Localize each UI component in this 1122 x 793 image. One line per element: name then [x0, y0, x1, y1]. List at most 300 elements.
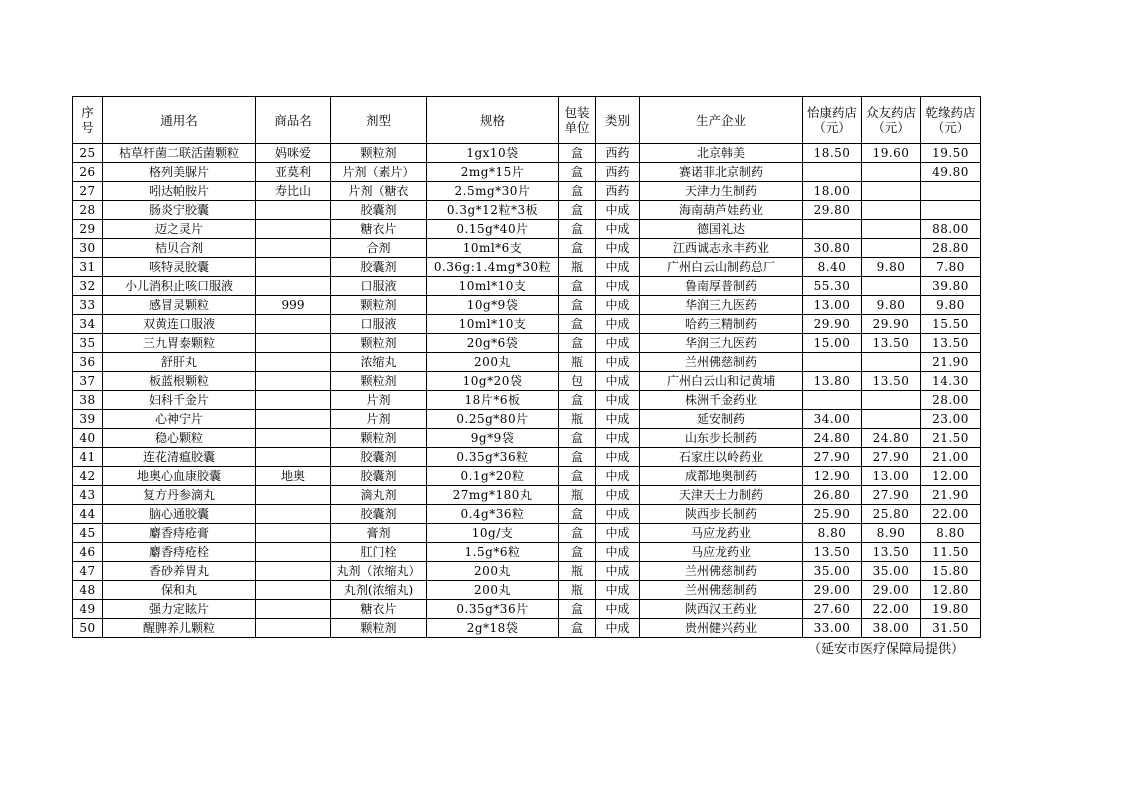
cell-manufacturer: 马应龙药业: [640, 543, 803, 562]
table-row: [73, 372, 981, 391]
cell-specification: 10g*9袋: [427, 296, 559, 315]
header-generic-name: 通用名: [103, 97, 256, 144]
cell-price-yikang: [803, 220, 862, 239]
header-price-zhongyou: 众友药店 （元）: [862, 97, 921, 144]
table-row: [73, 315, 981, 334]
cell-price-zhongyou: 29.90: [862, 315, 921, 334]
cell-specification: 9g*9袋: [427, 429, 559, 448]
cell-generic-name: 香砂养胃丸: [103, 562, 256, 581]
cell-generic-name: 迈之灵片: [103, 220, 256, 239]
cell-price-zhongyou: 27.90: [862, 486, 921, 505]
cell-price-qianyuan: 7.80: [921, 258, 981, 277]
cell-category: 中成: [596, 220, 640, 239]
cell-dosage-form: 胶囊剂: [331, 467, 427, 486]
cell-dosage-form: 浓缩丸: [331, 353, 427, 372]
cell-generic-name: 吲达帕胺片: [103, 182, 256, 201]
cell-brand-name: [256, 619, 331, 638]
cell-price-qianyuan: 21.90: [921, 353, 981, 372]
cell-package-unit: 瓶: [559, 353, 596, 372]
table-row: [73, 182, 981, 201]
cell-specification: 2mg*15片: [427, 163, 559, 182]
cell-category: 中成: [596, 334, 640, 353]
cell-generic-name: 麝香痔疮膏: [103, 524, 256, 543]
header-price-yikang: 怡康药店 （元）: [803, 97, 862, 144]
table-row: [73, 467, 981, 486]
cell-dosage-form: 颗粒剂: [331, 429, 427, 448]
cell-price-qianyuan: 9.80: [921, 296, 981, 315]
cell-dosage-form: 片剂（素片）: [331, 163, 427, 182]
cell-price-yikang: [803, 391, 862, 410]
cell-specification: 1.5g*6粒: [427, 543, 559, 562]
cell-dosage-form: 片剂（糖衣: [331, 182, 427, 201]
table-row: [73, 163, 981, 182]
cell-seq: 43: [73, 486, 103, 505]
cell-price-qianyuan: 39.80: [921, 277, 981, 296]
table-row: [73, 220, 981, 239]
cell-price-qianyuan: 11.50: [921, 543, 981, 562]
cell-manufacturer: 山东步长制药: [640, 429, 803, 448]
cell-dosage-form: 丸剂（浓缩丸）: [331, 562, 427, 581]
cell-brand-name: [256, 581, 331, 600]
cell-package-unit: 盒: [559, 467, 596, 486]
cell-price-zhongyou: [862, 410, 921, 429]
table-row: [73, 600, 981, 619]
cell-price-yikang: 25.90: [803, 505, 862, 524]
cell-brand-name: [256, 524, 331, 543]
cell-specification: 0.1g*20粒: [427, 467, 559, 486]
cell-dosage-form: 颗粒剂: [331, 296, 427, 315]
cell-manufacturer: 北京韩美: [640, 144, 803, 163]
cell-specification: 2.5mg*30片: [427, 182, 559, 201]
cell-generic-name: 醒脾养儿颗粒: [103, 619, 256, 638]
cell-package-unit: 包: [559, 372, 596, 391]
cell-specification: 10g/支: [427, 524, 559, 543]
cell-brand-name: [256, 372, 331, 391]
cell-dosage-form: 颗粒剂: [331, 334, 427, 353]
cell-price-qianyuan: 13.50: [921, 334, 981, 353]
cell-price-zhongyou: 25.80: [862, 505, 921, 524]
cell-price-zhongyou: 13.50: [862, 334, 921, 353]
table-row: [73, 619, 981, 638]
cell-manufacturer: 鲁南厚普制药: [640, 277, 803, 296]
cell-price-zhongyou: [862, 277, 921, 296]
cell-manufacturer: 广州白云山制药总厂: [640, 258, 803, 277]
cell-price-qianyuan: 15.80: [921, 562, 981, 581]
cell-price-yikang: 13.80: [803, 372, 862, 391]
cell-specification: 0.35g*36粒: [427, 448, 559, 467]
cell-package-unit: 盒: [559, 619, 596, 638]
cell-manufacturer: 陕西步长制药: [640, 505, 803, 524]
cell-category: 中成: [596, 505, 640, 524]
cell-manufacturer: 株洲千金药业: [640, 391, 803, 410]
table-row: [73, 581, 981, 600]
cell-manufacturer: 赛诺菲北京制药: [640, 163, 803, 182]
cell-brand-name: [256, 239, 331, 258]
cell-price-yikang: 24.80: [803, 429, 862, 448]
header-dosage-form: 剂型: [331, 97, 427, 144]
cell-price-yikang: 27.60: [803, 600, 862, 619]
cell-brand-name: 999: [256, 296, 331, 315]
cell-price-yikang: 26.80: [803, 486, 862, 505]
cell-price-qianyuan: 15.50: [921, 315, 981, 334]
cell-price-yikang: [803, 163, 862, 182]
cell-brand-name: [256, 505, 331, 524]
cell-brand-name: 妈咪爱: [256, 144, 331, 163]
cell-price-yikang: 29.90: [803, 315, 862, 334]
table-row: [73, 448, 981, 467]
cell-price-zhongyou: [862, 353, 921, 372]
cell-category: 中成: [596, 581, 640, 600]
cell-price-yikang: 34.00: [803, 410, 862, 429]
cell-generic-name: 地奥心血康胶囊: [103, 467, 256, 486]
cell-generic-name: 枯草杆菌二联活菌颗粒: [103, 144, 256, 163]
cell-price-yikang: 8.40: [803, 258, 862, 277]
table-row: [73, 486, 981, 505]
cell-seq: 34: [73, 315, 103, 334]
cell-specification: 20g*6袋: [427, 334, 559, 353]
cell-manufacturer: 成都地奥制药: [640, 467, 803, 486]
cell-price-qianyuan: 28.80: [921, 239, 981, 258]
cell-seq: 31: [73, 258, 103, 277]
cell-brand-name: [256, 410, 331, 429]
cell-package-unit: 盒: [559, 600, 596, 619]
cell-specification: 10ml*10支: [427, 315, 559, 334]
cell-manufacturer: 天津天士力制药: [640, 486, 803, 505]
cell-manufacturer: 兰州佛慈制药: [640, 581, 803, 600]
cell-package-unit: 盒: [559, 429, 596, 448]
cell-manufacturer: 兰州佛慈制药: [640, 353, 803, 372]
cell-specification: 200丸: [427, 353, 559, 372]
cell-generic-name: 小儿消积止咳口服液: [103, 277, 256, 296]
cell-price-qianyuan: 31.50: [921, 619, 981, 638]
cell-price-qianyuan: 8.80: [921, 524, 981, 543]
cell-specification: 27mg*180丸: [427, 486, 559, 505]
cell-generic-name: 妇科千金片: [103, 391, 256, 410]
cell-dosage-form: 合剂: [331, 239, 427, 258]
cell-seq: 28: [73, 201, 103, 220]
cell-price-qianyuan: [921, 182, 981, 201]
cell-brand-name: [256, 543, 331, 562]
cell-manufacturer: 江西诚志永丰药业: [640, 239, 803, 258]
cell-dosage-form: 口服液: [331, 315, 427, 334]
cell-manufacturer: 陕西汉王药业: [640, 600, 803, 619]
cell-manufacturer: 华润三九医药: [640, 296, 803, 315]
cell-price-qianyuan: 49.80: [921, 163, 981, 182]
cell-price-qianyuan: 12.00: [921, 467, 981, 486]
cell-specification: 0.3g*12粒*3板: [427, 201, 559, 220]
cell-brand-name: [256, 334, 331, 353]
table-row: [73, 277, 981, 296]
cell-package-unit: 盒: [559, 277, 596, 296]
cell-price-zhongyou: 24.80: [862, 429, 921, 448]
cell-specification: 200丸: [427, 562, 559, 581]
cell-price-yikang: 8.80: [803, 524, 862, 543]
cell-price-yikang: [803, 353, 862, 372]
cell-category: 中成: [596, 562, 640, 581]
cell-manufacturer: 华润三九医药: [640, 334, 803, 353]
table-row: [73, 144, 981, 163]
cell-price-qianyuan: 23.00: [921, 410, 981, 429]
cell-category: 中成: [596, 277, 640, 296]
cell-dosage-form: 片剂: [331, 391, 427, 410]
cell-specification: 0.36g:1.4mg*30粒: [427, 258, 559, 277]
cell-seq: 27: [73, 182, 103, 201]
cell-price-zhongyou: 9.80: [862, 258, 921, 277]
cell-price-qianyuan: 19.50: [921, 144, 981, 163]
cell-brand-name: [256, 353, 331, 372]
cell-seq: 37: [73, 372, 103, 391]
cell-package-unit: 瓶: [559, 581, 596, 600]
table-body: [73, 144, 981, 638]
cell-dosage-form: 滴丸剂: [331, 486, 427, 505]
table-row: [73, 543, 981, 562]
table-row: [73, 429, 981, 448]
cell-manufacturer: 兰州佛慈制药: [640, 562, 803, 581]
cell-generic-name: 肠炎宁胶囊: [103, 201, 256, 220]
cell-category: 中成: [596, 486, 640, 505]
table-row: [73, 296, 981, 315]
cell-package-unit: 盒: [559, 334, 596, 353]
cell-brand-name: [256, 600, 331, 619]
cell-package-unit: 盒: [559, 163, 596, 182]
cell-category: 中成: [596, 600, 640, 619]
cell-category: 中成: [596, 296, 640, 315]
cell-price-zhongyou: 9.80: [862, 296, 921, 315]
cell-package-unit: 瓶: [559, 486, 596, 505]
cell-category: 中成: [596, 315, 640, 334]
cell-category: 中成: [596, 391, 640, 410]
cell-manufacturer: 马应龙药业: [640, 524, 803, 543]
cell-package-unit: 盒: [559, 543, 596, 562]
cell-price-zhongyou: 13.00: [862, 467, 921, 486]
cell-seq: 48: [73, 581, 103, 600]
cell-specification: 10g*20袋: [427, 372, 559, 391]
cell-seq: 25: [73, 144, 103, 163]
cell-dosage-form: 口服液: [331, 277, 427, 296]
header-price-qianyuan: 乾缘药店 （元）: [921, 97, 981, 144]
table-row: [73, 353, 981, 372]
cell-package-unit: 盒: [559, 220, 596, 239]
cell-generic-name: 保和丸: [103, 581, 256, 600]
cell-price-yikang: 15.00: [803, 334, 862, 353]
cell-category: 中成: [596, 448, 640, 467]
cell-price-yikang: 33.00: [803, 619, 862, 638]
cell-specification: 0.4g*36粒: [427, 505, 559, 524]
cell-price-zhongyou: [862, 239, 921, 258]
cell-price-qianyuan: 22.00: [921, 505, 981, 524]
cell-seq: 29: [73, 220, 103, 239]
cell-package-unit: 盒: [559, 524, 596, 543]
cell-price-zhongyou: 38.00: [862, 619, 921, 638]
cell-package-unit: 盒: [559, 448, 596, 467]
cell-brand-name: [256, 391, 331, 410]
cell-specification: 0.35g*36片: [427, 600, 559, 619]
cell-category: 中成: [596, 524, 640, 543]
cell-price-yikang: 29.00: [803, 581, 862, 600]
cell-brand-name: [256, 562, 331, 581]
cell-manufacturer: 天津力生制药: [640, 182, 803, 201]
header-brand-name: 商品名: [256, 97, 331, 144]
cell-seq: 32: [73, 277, 103, 296]
header-package-unit: 包装 单位: [559, 97, 596, 144]
table-row: [73, 334, 981, 353]
cell-dosage-form: 胶囊剂: [331, 505, 427, 524]
cell-seq: 38: [73, 391, 103, 410]
cell-price-yikang: 35.00: [803, 562, 862, 581]
cell-dosage-form: 胶囊剂: [331, 448, 427, 467]
cell-price-zhongyou: 27.90: [862, 448, 921, 467]
cell-generic-name: 心神宁片: [103, 410, 256, 429]
cell-category: 中成: [596, 201, 640, 220]
cell-seq: 46: [73, 543, 103, 562]
cell-generic-name: 脑心通胶囊: [103, 505, 256, 524]
cell-package-unit: 盒: [559, 239, 596, 258]
cell-price-qianyuan: 12.80: [921, 581, 981, 600]
cell-package-unit: 盒: [559, 182, 596, 201]
table-row: [73, 239, 981, 258]
cell-seq: 45: [73, 524, 103, 543]
cell-category: 中成: [596, 619, 640, 638]
cell-price-yikang: 13.50: [803, 543, 862, 562]
cell-package-unit: 盒: [559, 201, 596, 220]
cell-price-qianyuan: 14.30: [921, 372, 981, 391]
cell-dosage-form: 膏剂: [331, 524, 427, 543]
cell-price-yikang: 13.00: [803, 296, 862, 315]
cell-package-unit: 盒: [559, 296, 596, 315]
cell-price-zhongyou: 13.50: [862, 372, 921, 391]
cell-generic-name: 双黄连口服液: [103, 315, 256, 334]
cell-price-zhongyou: [862, 182, 921, 201]
table-row: [73, 258, 981, 277]
cell-generic-name: 桔贝合剂: [103, 239, 256, 258]
cell-category: 西药: [596, 163, 640, 182]
cell-manufacturer: 德国礼达: [640, 220, 803, 239]
cell-price-yikang: 18.00: [803, 182, 862, 201]
cell-specification: 200丸: [427, 581, 559, 600]
cell-generic-name: 麝香痔疮栓: [103, 543, 256, 562]
cell-category: 中成: [596, 239, 640, 258]
cell-category: 中成: [596, 372, 640, 391]
cell-category: 西药: [596, 144, 640, 163]
cell-brand-name: [256, 315, 331, 334]
cell-brand-name: 地奥: [256, 467, 331, 486]
cell-package-unit: 盒: [559, 144, 596, 163]
table-row: [73, 410, 981, 429]
table-row: [73, 391, 981, 410]
cell-brand-name: [256, 258, 331, 277]
cell-price-yikang: 30.80: [803, 239, 862, 258]
cell-seq: 41: [73, 448, 103, 467]
cell-generic-name: 三九胃泰颗粒: [103, 334, 256, 353]
cell-seq: 40: [73, 429, 103, 448]
cell-seq: 39: [73, 410, 103, 429]
cell-price-zhongyou: [862, 391, 921, 410]
cell-price-zhongyou: 8.90: [862, 524, 921, 543]
cell-seq: 44: [73, 505, 103, 524]
cell-specification: 10ml*6支: [427, 239, 559, 258]
cell-price-qianyuan: 21.50: [921, 429, 981, 448]
cell-brand-name: [256, 429, 331, 448]
cell-manufacturer: 广州白云山和记黄埔: [640, 372, 803, 391]
cell-price-zhongyou: 35.00: [862, 562, 921, 581]
cell-category: 中成: [596, 353, 640, 372]
cell-price-zhongyou: 13.50: [862, 543, 921, 562]
cell-generic-name: 格列美脲片: [103, 163, 256, 182]
header-specification: 规格: [427, 97, 559, 144]
cell-manufacturer: 石家庄以岭药业: [640, 448, 803, 467]
cell-dosage-form: 胶囊剂: [331, 258, 427, 277]
cell-price-yikang: 12.90: [803, 467, 862, 486]
cell-dosage-form: 胶囊剂: [331, 201, 427, 220]
cell-package-unit: 盒: [559, 505, 596, 524]
cell-price-zhongyou: 29.00: [862, 581, 921, 600]
cell-brand-name: 亚莫利: [256, 163, 331, 182]
cell-price-qianyuan: 88.00: [921, 220, 981, 239]
cell-price-yikang: 27.90: [803, 448, 862, 467]
cell-specification: 18片*6板: [427, 391, 559, 410]
cell-package-unit: 瓶: [559, 562, 596, 581]
cell-generic-name: 稳心颗粒: [103, 429, 256, 448]
cell-brand-name: 寿比山: [256, 182, 331, 201]
cell-brand-name: [256, 201, 331, 220]
cell-dosage-form: 丸剂(浓缩丸): [331, 581, 427, 600]
cell-price-zhongyou: 22.00: [862, 600, 921, 619]
cell-dosage-form: 糖衣片: [331, 220, 427, 239]
cell-specification: 0.15g*40片: [427, 220, 559, 239]
cell-generic-name: 复方丹参滴丸: [103, 486, 256, 505]
cell-price-qianyuan: 21.00: [921, 448, 981, 467]
cell-category: 中成: [596, 429, 640, 448]
cell-seq: 33: [73, 296, 103, 315]
cell-generic-name: 舒肝丸: [103, 353, 256, 372]
header-manufacturer: 生产企业: [640, 97, 803, 144]
cell-generic-name: 咳特灵胶囊: [103, 258, 256, 277]
cell-category: 西药: [596, 182, 640, 201]
cell-price-qianyuan: [921, 201, 981, 220]
cell-generic-name: 感冒灵颗粒: [103, 296, 256, 315]
cell-manufacturer: 哈药三精制药: [640, 315, 803, 334]
table-header-row: [73, 97, 981, 144]
cell-package-unit: 盒: [559, 315, 596, 334]
table-row: [73, 524, 981, 543]
cell-generic-name: 强力定眩片: [103, 600, 256, 619]
cell-seq: 30: [73, 239, 103, 258]
cell-generic-name: 连花清瘟胶囊: [103, 448, 256, 467]
cell-manufacturer: 延安制药: [640, 410, 803, 429]
cell-dosage-form: 糖衣片: [331, 600, 427, 619]
cell-seq: 42: [73, 467, 103, 486]
cell-package-unit: 瓶: [559, 410, 596, 429]
cell-manufacturer: 贵州健兴药业: [640, 619, 803, 638]
cell-category: 中成: [596, 543, 640, 562]
table-row: [73, 505, 981, 524]
cell-category: 中成: [596, 258, 640, 277]
cell-specification: 1gx10袋: [427, 144, 559, 163]
cell-dosage-form: 颗粒剂: [331, 619, 427, 638]
cell-seq: 47: [73, 562, 103, 581]
cell-seq: 50: [73, 619, 103, 638]
cell-dosage-form: 颗粒剂: [331, 372, 427, 391]
cell-generic-name: 板蓝根颗粒: [103, 372, 256, 391]
source-note: （延安市医疗保障局提供）: [808, 642, 965, 657]
cell-seq: 36: [73, 353, 103, 372]
header-seq: 序 号: [73, 97, 103, 144]
cell-package-unit: 盒: [559, 391, 596, 410]
cell-brand-name: [256, 220, 331, 239]
table-row: [73, 201, 981, 220]
cell-dosage-form: 肛门栓: [331, 543, 427, 562]
cell-seq: 35: [73, 334, 103, 353]
